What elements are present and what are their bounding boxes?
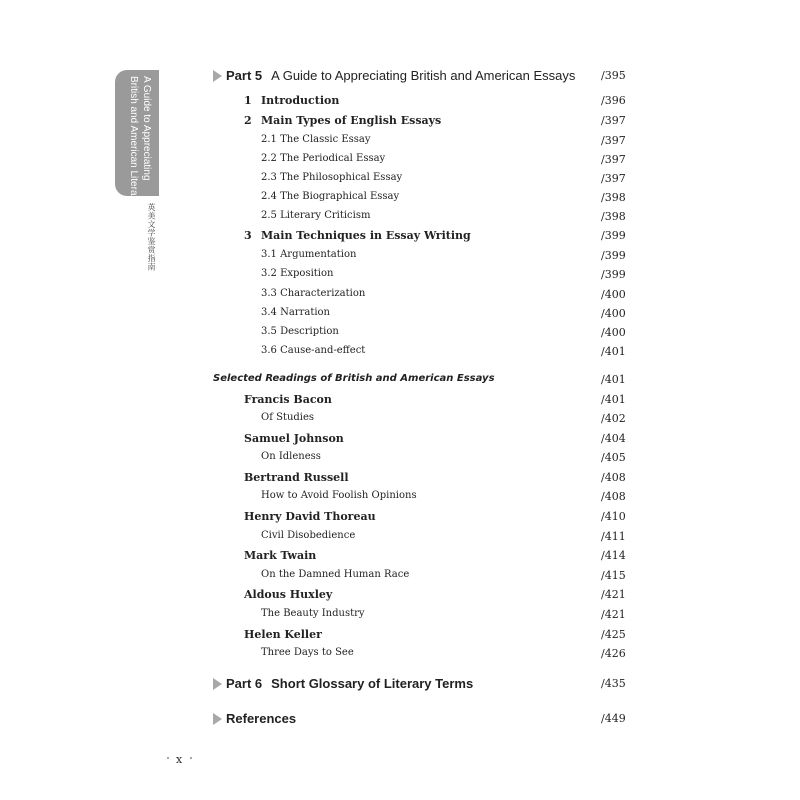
- part6-heading: [226, 676, 473, 691]
- toc-subsection[interactable]: [0, 288, 800, 306]
- work-title: Of Studies: [261, 412, 315, 423]
- references-page: /449: [601, 712, 626, 725]
- author-name: Francis Bacon: [244, 393, 332, 406]
- author-page: /421: [601, 588, 626, 601]
- section-number: 1: [244, 94, 252, 107]
- work-title: How to Avoid Foolish Opinions: [261, 490, 417, 501]
- subsection-page: /398: [601, 191, 626, 204]
- part6-entry[interactable]: [0, 676, 800, 694]
- part6-number: Part 6: [226, 676, 263, 691]
- toc-author[interactable]: [0, 393, 800, 411]
- toc-section-1[interactable]: [0, 94, 800, 112]
- page-folio: x: [176, 753, 183, 766]
- subsection-title: 3.2 Exposition: [261, 268, 334, 279]
- subsection-page: /400: [601, 307, 626, 320]
- subsection-title: 2.3 The Philosophical Essay: [261, 172, 403, 183]
- toc-subsection[interactable]: [0, 307, 800, 325]
- subsection-title: 3.4 Narration: [261, 307, 330, 318]
- toc-work[interactable]: [0, 647, 800, 665]
- triangle-icon: [213, 678, 222, 690]
- references-entry[interactable]: [0, 711, 800, 729]
- toc-work[interactable]: [0, 451, 800, 469]
- work-page: /421: [601, 608, 626, 621]
- toc-subsection[interactable]: [0, 326, 800, 344]
- side-tab-line2: British and American Literature: [128, 76, 139, 213]
- toc-subsection[interactable]: [0, 172, 800, 190]
- subsection-page: /397: [601, 153, 626, 166]
- author-name: Helen Keller: [244, 628, 322, 641]
- author-name: Bertrand Russell: [244, 471, 349, 484]
- author-page: /425: [601, 628, 626, 641]
- side-tab-line1: A Guide to Appreciating: [141, 76, 152, 181]
- toc-subsection[interactable]: [0, 249, 800, 267]
- author-page: /414: [601, 549, 626, 562]
- toc-work[interactable]: [0, 569, 800, 587]
- triangle-icon: [213, 70, 222, 82]
- part5-number: Part 5: [226, 68, 263, 83]
- work-page: /415: [601, 569, 626, 582]
- subsection-title: 3.3 Characterization: [261, 288, 366, 299]
- folio-dot-left: [167, 757, 169, 759]
- toc-subsection[interactable]: [0, 134, 800, 152]
- subsection-page: /397: [601, 134, 626, 147]
- references-heading: [226, 711, 296, 726]
- work-page: /405: [601, 451, 626, 464]
- selected-readings-page: /401: [601, 373, 626, 386]
- toc-subsection[interactable]: [0, 345, 800, 363]
- section-title: Main Types of English Essays: [261, 114, 442, 127]
- folio-dot-right: [190, 757, 192, 759]
- subsection-page: /399: [601, 249, 626, 262]
- work-title: The Beauty Industry: [261, 608, 365, 619]
- work-title: Civil Disobedience: [261, 530, 356, 541]
- work-title: Three Days to See: [261, 647, 354, 658]
- author-page: /408: [601, 471, 626, 484]
- subsection-title: 2.1 The Classic Essay: [261, 134, 371, 145]
- subsection-title: 3.1 Argumentation: [261, 249, 357, 260]
- toc-subsection[interactable]: [0, 191, 800, 209]
- toc-author[interactable]: [0, 588, 800, 606]
- author-name: Aldous Huxley: [244, 588, 333, 601]
- references-title: References: [226, 711, 297, 726]
- toc-author[interactable]: [0, 432, 800, 450]
- subsection-page: /400: [601, 326, 626, 339]
- toc-work[interactable]: [0, 530, 800, 548]
- section-page: /399: [601, 229, 626, 242]
- subsection-title: 2.5 Literary Criticism: [261, 210, 371, 221]
- work-title: On Idleness: [261, 451, 321, 462]
- subsection-title: 3.5 Description: [261, 326, 339, 337]
- author-page: /401: [601, 393, 626, 406]
- toc-work[interactable]: [0, 412, 800, 430]
- toc-subsection[interactable]: [0, 210, 800, 228]
- section-title: Main Techniques in Essay Writing: [261, 229, 471, 242]
- toc-section-3[interactable]: [0, 229, 800, 247]
- work-title: On the Damned Human Race: [261, 569, 410, 580]
- part6-title: Short Glossary of Literary Terms: [271, 676, 474, 691]
- author-name: Mark Twain: [244, 549, 317, 562]
- section-title: Introduction: [261, 94, 340, 107]
- selected-readings-entry[interactable]: [0, 373, 800, 391]
- triangle-icon: [213, 713, 222, 725]
- toc-author[interactable]: [0, 628, 800, 646]
- author-name: Samuel Johnson: [244, 432, 344, 445]
- work-page: /402: [601, 412, 626, 425]
- selected-readings-title: Selected Readings of British and American Essays: [213, 373, 495, 384]
- toc-author[interactable]: [0, 510, 800, 528]
- toc-author[interactable]: [0, 549, 800, 567]
- subsection-page: /397: [601, 172, 626, 185]
- subsection-page: /400: [601, 288, 626, 301]
- author-page: /404: [601, 432, 626, 445]
- section-page: /396: [601, 94, 626, 107]
- author-page: /410: [601, 510, 626, 523]
- part5-entry[interactable]: [0, 68, 800, 86]
- toc-subsection[interactable]: [0, 268, 800, 286]
- section-number: 2: [244, 114, 252, 127]
- subsection-page: /399: [601, 268, 626, 281]
- subsection-title: 2.4 The Biographical Essay: [261, 191, 400, 202]
- work-page: /426: [601, 647, 626, 660]
- part5-page: /395: [601, 69, 626, 82]
- part5-title: A Guide to Appreciating British and American Essays: [271, 68, 576, 83]
- subsection-title: 3.6 Cause-and-effect: [261, 345, 366, 356]
- section-number: 3: [244, 229, 252, 242]
- section-page: /397: [601, 114, 626, 127]
- toc-author[interactable]: [0, 471, 800, 489]
- subsection-title: 2.2 The Periodical Essay: [261, 153, 386, 164]
- toc-subsection[interactable]: [0, 153, 800, 171]
- toc-section-2[interactable]: [0, 114, 800, 132]
- part5-heading: [226, 68, 575, 83]
- work-page: /408: [601, 490, 626, 503]
- toc-work[interactable]: [0, 608, 800, 626]
- side-chinese-title: 英美文学鉴赏指南: [147, 203, 156, 271]
- subsection-page: /398: [601, 210, 626, 223]
- work-page: /411: [601, 530, 626, 543]
- author-name: Henry David Thoreau: [244, 510, 376, 523]
- part6-page: /435: [601, 677, 626, 690]
- toc-work[interactable]: [0, 490, 800, 508]
- subsection-page: /401: [601, 345, 626, 358]
